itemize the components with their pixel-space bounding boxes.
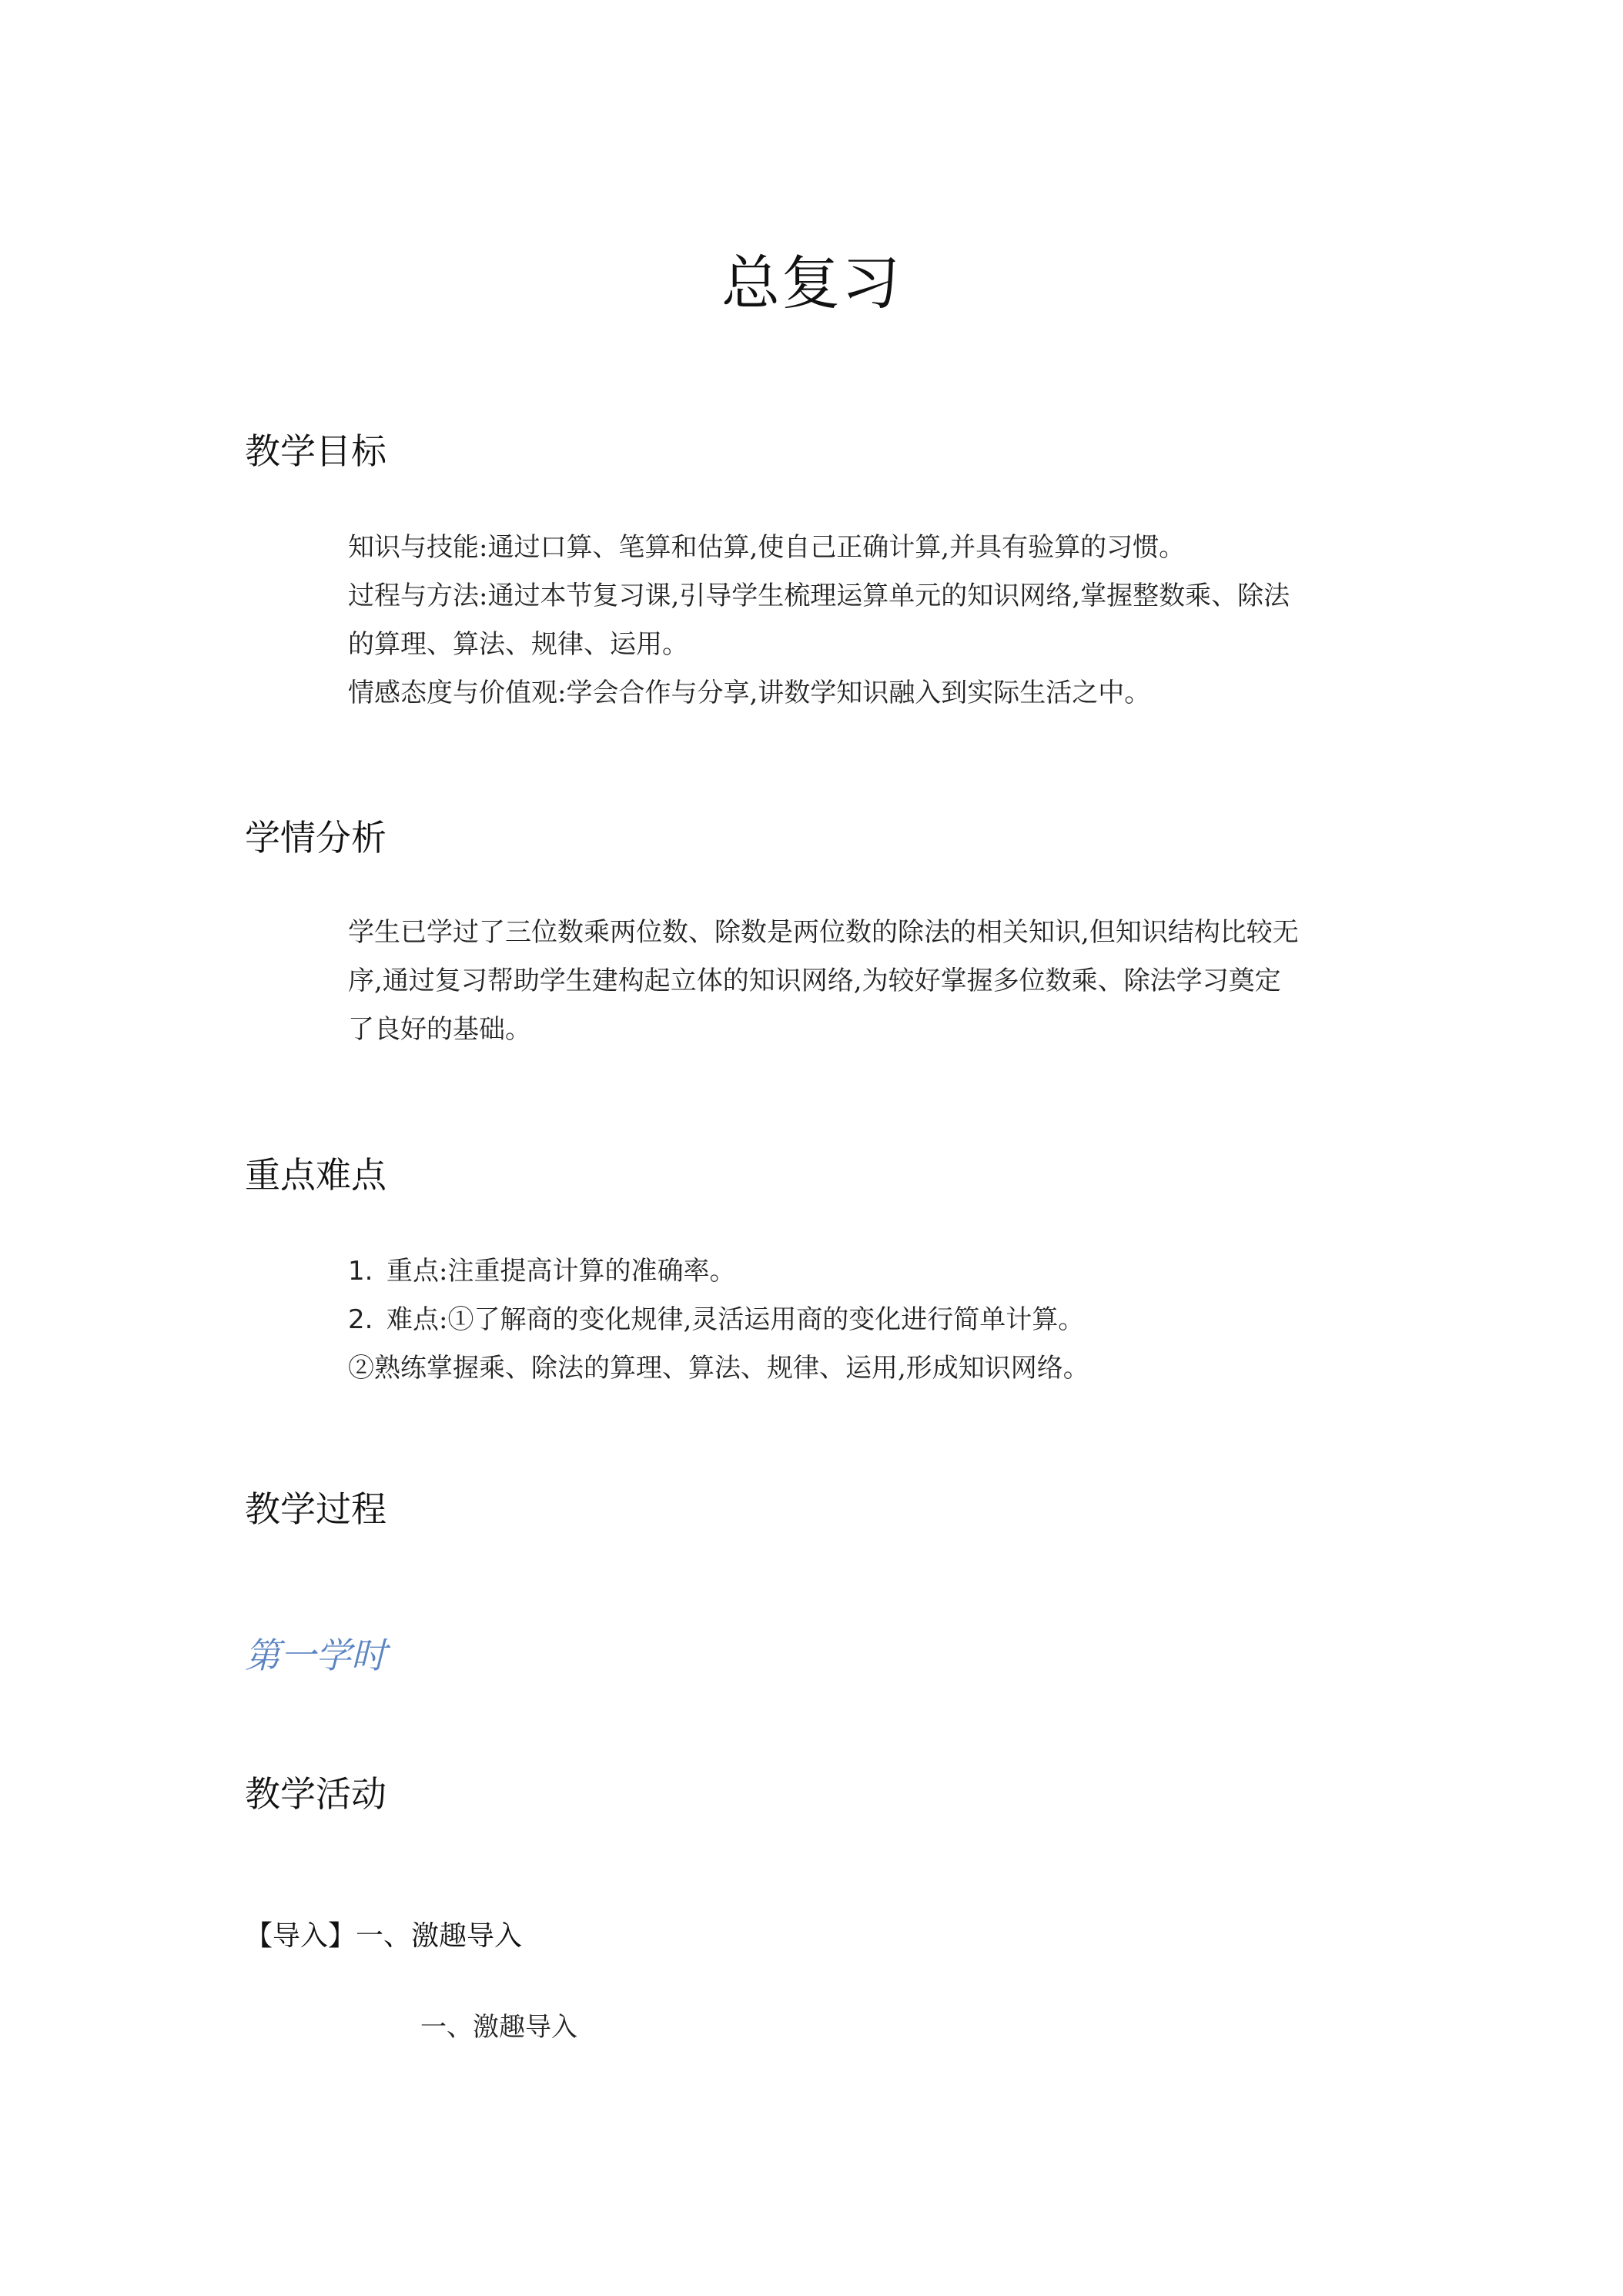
list-continuation: ②熟练掌握乘、除法的算理、算法、规律、运用,形成知识网络。 [348, 1353, 1089, 1384]
keypoints-list [348, 1247, 1387, 1393]
analysis-line: 序,通过复习帮助学生建构起立体的知识网络,为较好掌握多位数乘、除法学习奠定 [348, 966, 1281, 996]
analysis-line: 学生已学过了三位数乘两位数、除数是两位数的除法的相关知识,但知识结构比较无 [348, 917, 1299, 948]
document-title: 总复习 [721, 249, 902, 317]
list-item-number: 2. [348, 1304, 373, 1335]
list-item [348, 1247, 1387, 1296]
section-heading-analysis: 学情分析 [245, 817, 387, 858]
list-item-text: 重点:注重提高计算的准确率。 [387, 1256, 736, 1287]
section-heading-activities: 教学活动 [245, 1773, 387, 1815]
objectives-line: 情感态度与价值观:学会合作与分享,讲数学知识融入到实际生活之中。 [348, 678, 1151, 708]
list-item [348, 1296, 1387, 1344]
list-item-number: 1. [348, 1256, 373, 1287]
activity-item-title: 【导入】一、激趣导入 [245, 1920, 523, 1952]
section-heading-objectives: 教学目标 [245, 430, 387, 472]
analysis-body [348, 909, 1387, 1054]
analysis-line: 了良好的基础。 [348, 1014, 531, 1045]
activity-item-body: 一、激趣导入 [420, 2012, 577, 2043]
objectives-line: 知识与技能:通过口算、笔算和估算,使自己正确计算,并具有验算的习惯。 [348, 532, 1186, 563]
objectives-body [348, 524, 1387, 718]
objectives-line: 过程与方法:通过本节复习课,引导学生梳理运算单元的知识网络,掌握整数乘、除法 [348, 581, 1290, 611]
section-heading-process: 教学过程 [245, 1488, 387, 1530]
objectives-line: 的算理、算法、规律、运用。 [348, 629, 688, 660]
section-heading-keypoints: 重点难点 [245, 1154, 387, 1196]
list-item-text: 难点:①了解商的变化规律,灵活运用商的变化进行简单计算。 [387, 1304, 1085, 1335]
lesson-heading: 第一学时 [245, 1635, 387, 1676]
